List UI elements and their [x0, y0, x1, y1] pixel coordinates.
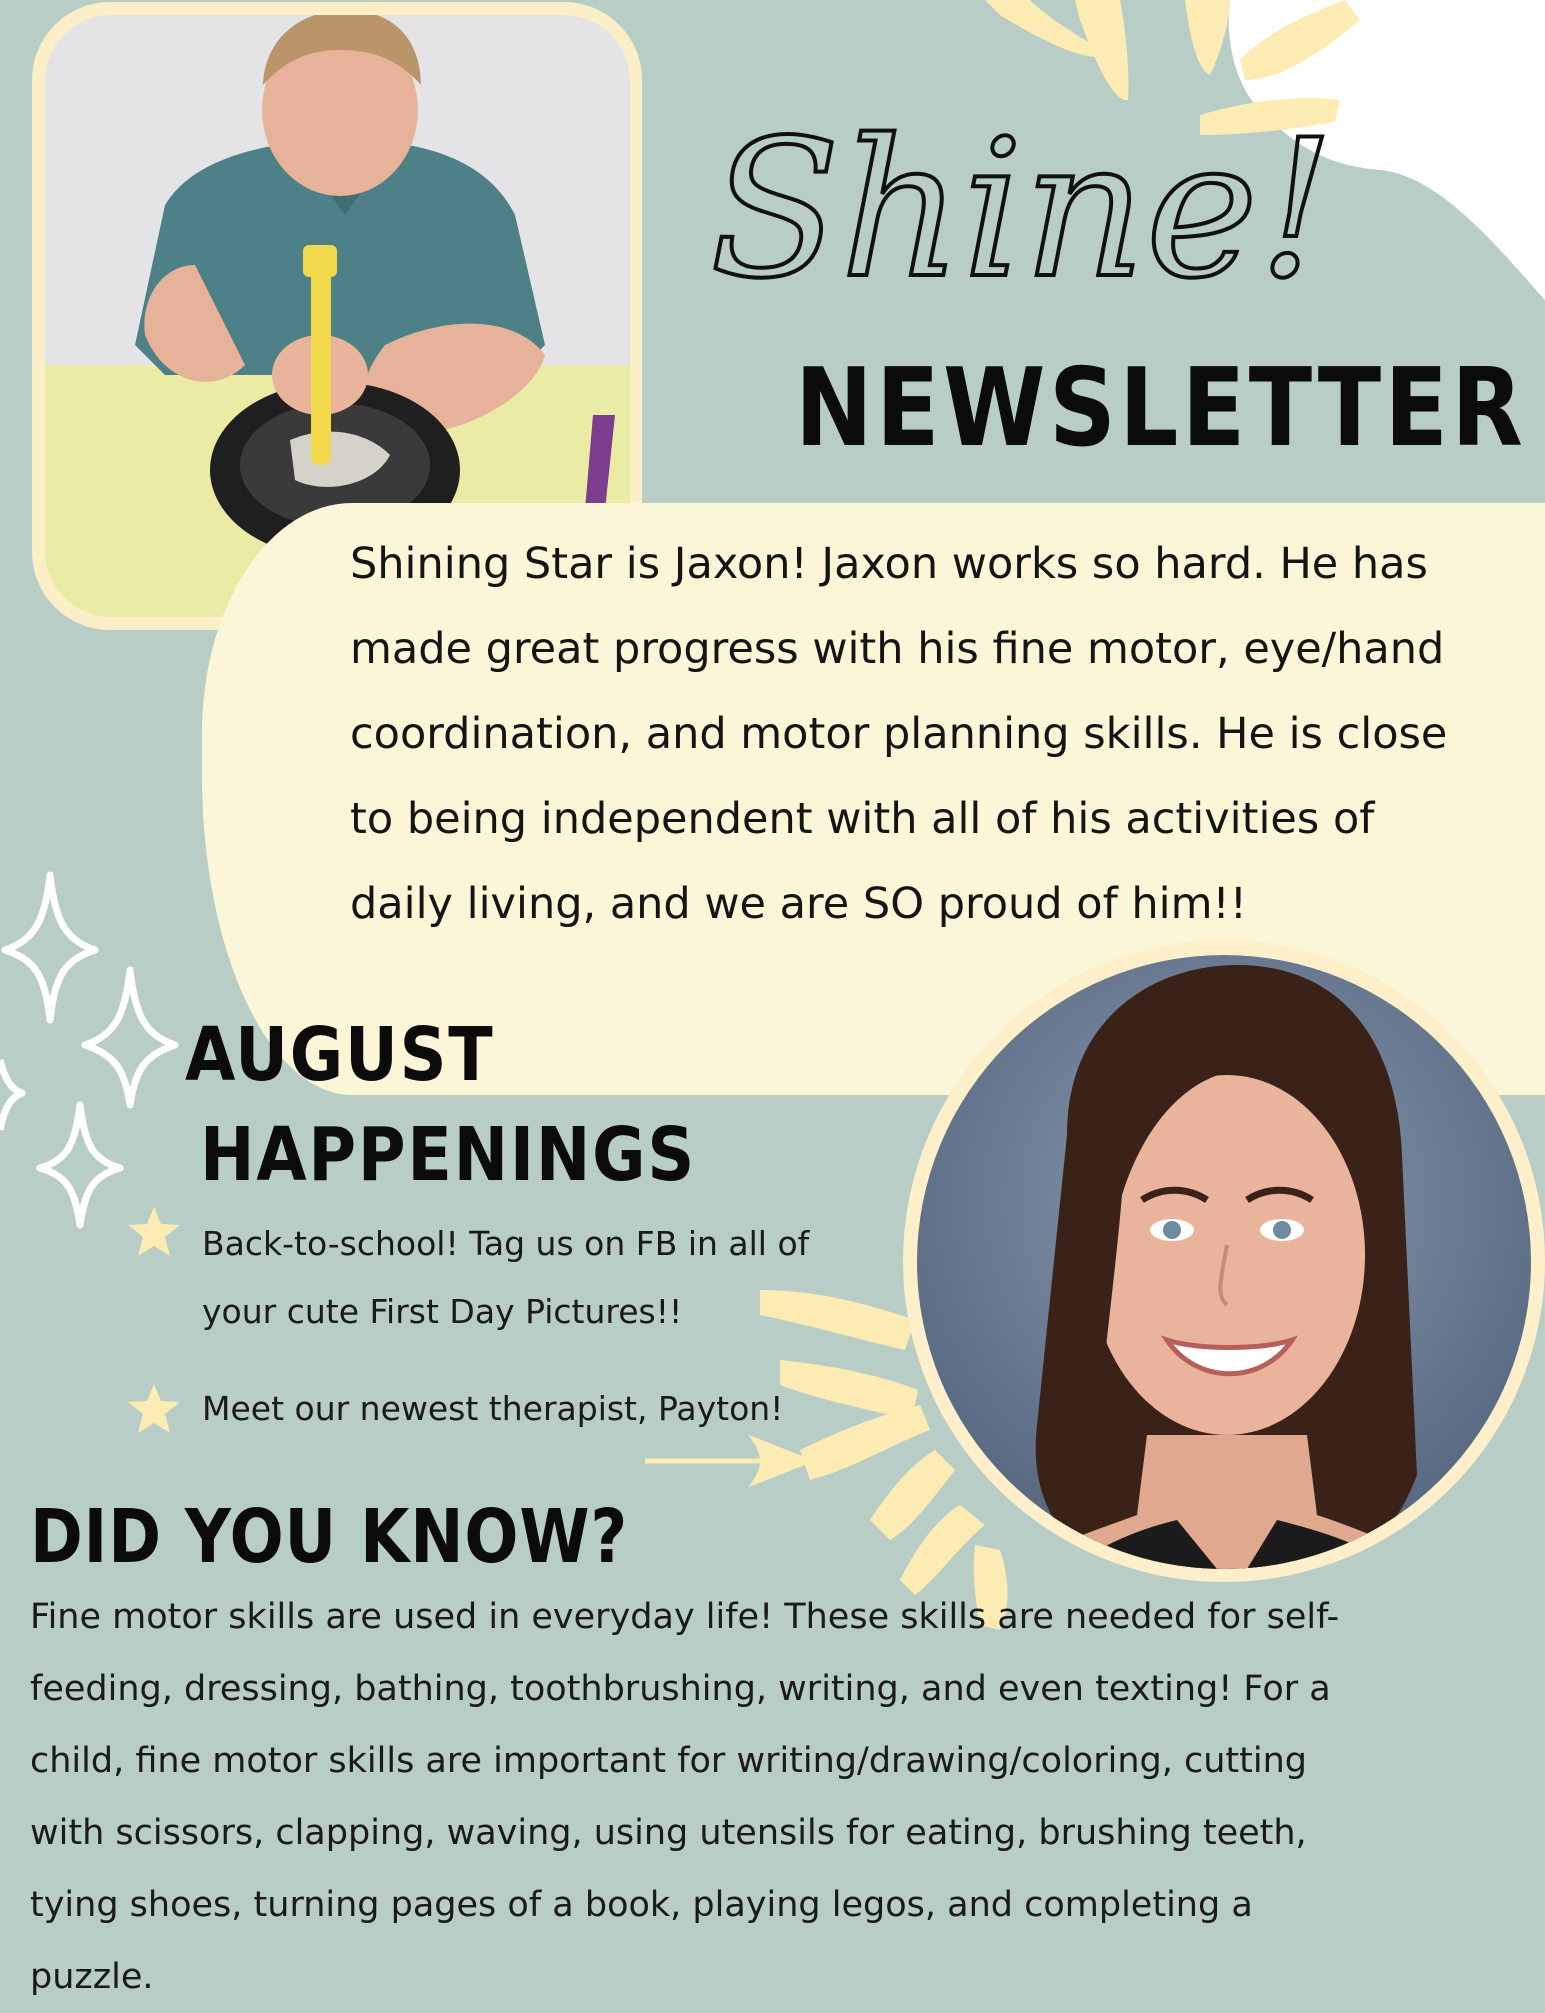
script-title — [700, 95, 1400, 325]
star-icon — [126, 1205, 182, 1259]
shining-star-text — [350, 522, 1545, 947]
did-you-know-line: Fine motor skills are used in everyday life! These skills are needed for self- — [30, 1597, 1340, 1637]
shining-star-line: coordination, and motor planning skills. He is close — [350, 709, 1448, 759]
august-bullet — [202, 1210, 809, 1346]
star-icon — [126, 1382, 182, 1436]
august-bullet — [202, 1375, 783, 1443]
script-title-text: Shine! — [710, 99, 1335, 320]
did-you-know-heading: DID YOU KNOW? — [30, 1494, 629, 1580]
august-heading: AUGUST — [185, 1012, 495, 1098]
shining-star-line: to being independent with all of his activities of — [350, 794, 1375, 844]
august-bullet-line: your cute First Day Pictures!! — [202, 1292, 683, 1331]
arrow-right-icon — [645, 1440, 808, 1482]
august-bullet-line: Back-to-school! Tag us on FB in all of — [202, 1224, 810, 1263]
did-you-know-line: tying shoes, turning pages of a book, playing legos, and completing a — [30, 1885, 1253, 1925]
shining-star-line: Shining Star is Jaxon! Jaxon works so hard. He has — [350, 539, 1428, 589]
august-bullet-line: Meet our newest therapist, Payton! — [202, 1389, 784, 1428]
did-you-know-line: puzzle. — [30, 1957, 154, 1997]
did-you-know-line: feeding, dressing, bathing, toothbrushing, writing, and even texting! For a — [30, 1669, 1331, 1709]
happenings-heading: HAPPENINGS — [200, 1112, 697, 1198]
did-you-know-line: with scissors, clapping, waving, using utensils for eating, brushing teeth, — [30, 1813, 1307, 1853]
therapist-portrait — [917, 955, 1531, 1569]
did-you-know-line: child, fine motor skills are important for writing/drawing/coloring, cutting — [30, 1741, 1307, 1781]
did-you-know-text — [30, 1581, 1530, 2013]
sparkle-outline-icon — [0, 875, 175, 1225]
shining-star-line: daily living, and we are SO proud of him!! — [350, 879, 1247, 929]
shining-star-line: made great progress with his fine motor, eye/hand — [350, 624, 1445, 674]
newsletter-heading: NEWSLETTER — [795, 346, 1527, 471]
